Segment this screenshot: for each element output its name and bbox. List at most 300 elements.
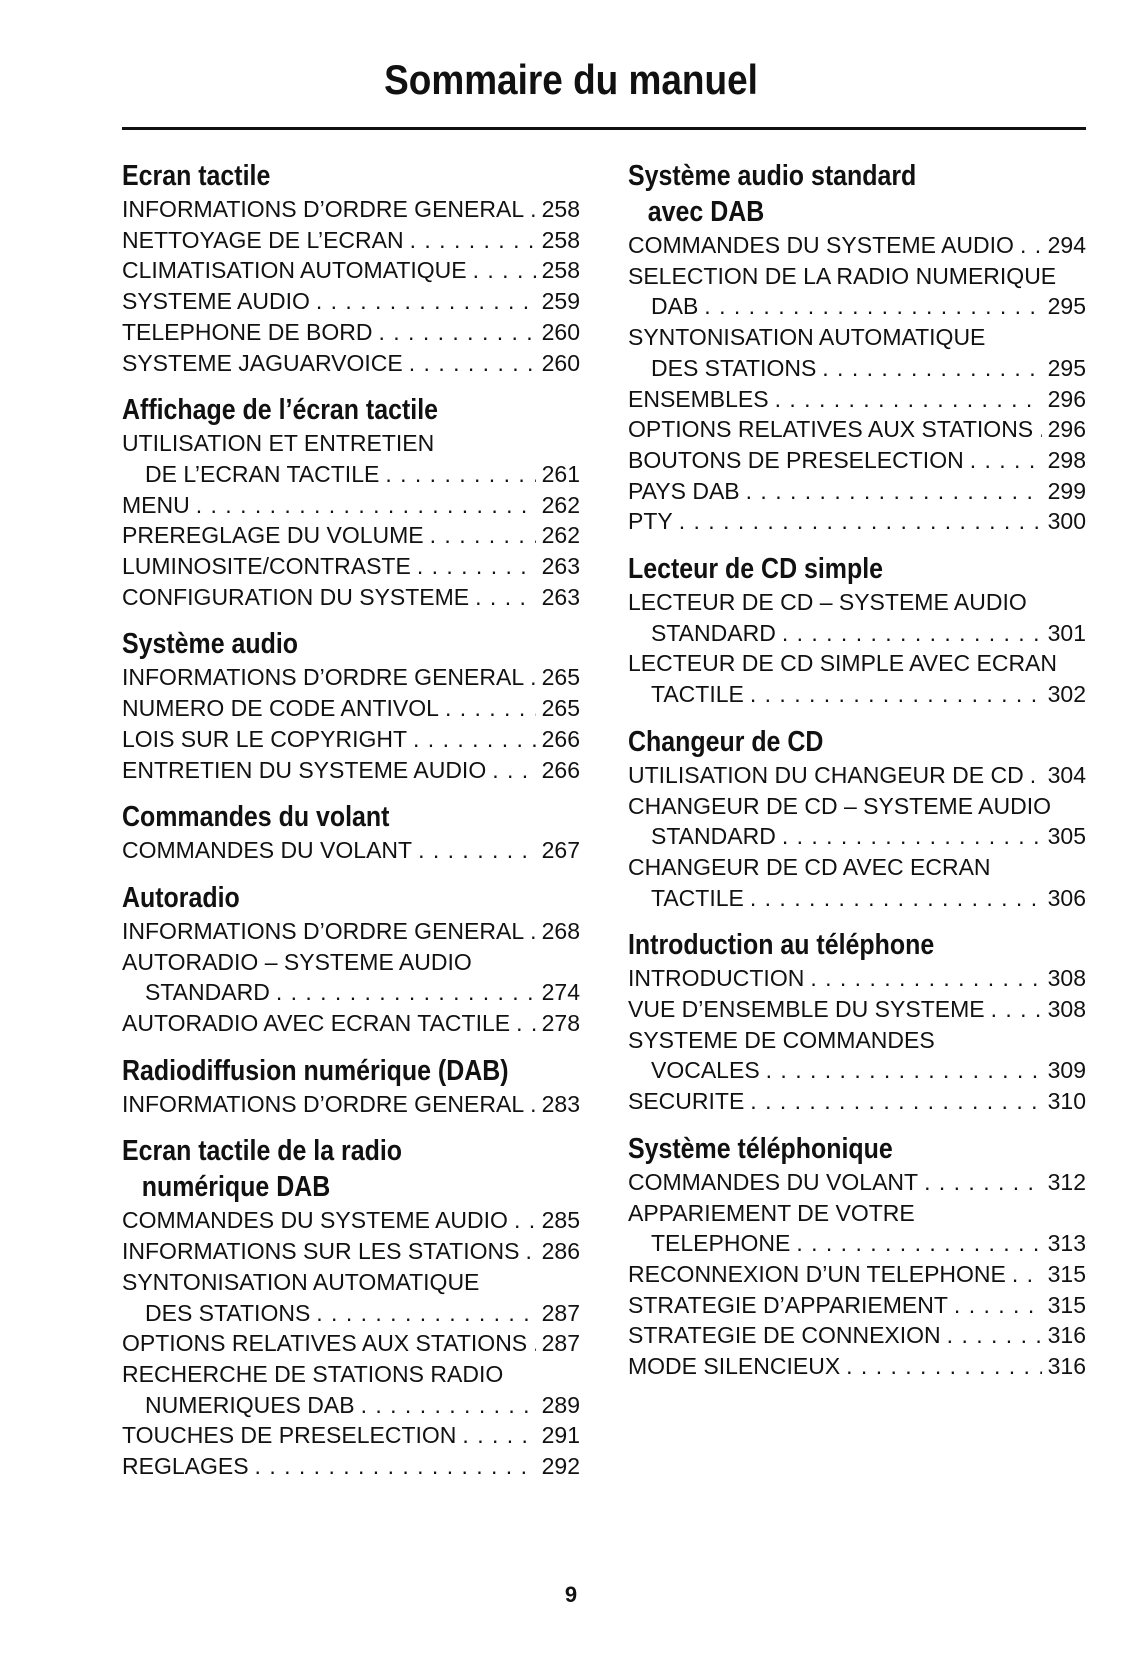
toc-page-number: 298: [1047, 446, 1086, 473]
section-heading-line: Ecran tactile: [122, 160, 271, 192]
toc-page-number: 316: [1047, 1353, 1086, 1380]
section-heading-line: Ecran tactile de la radio: [122, 1135, 402, 1168]
toc-page-number: 278: [541, 1010, 580, 1037]
toc-entry-label: DES STATIONS: [145, 1299, 311, 1326]
toc-entry[interactable]: [122, 348, 580, 379]
section-heading: [628, 927, 1085, 963]
toc-page-number: 295: [1047, 293, 1086, 320]
toc-entry[interactable]: [122, 1328, 580, 1359]
dot-leader: [379, 317, 536, 348]
title-rule: [122, 127, 1086, 130]
toc-entry[interactable]: [122, 1008, 580, 1039]
toc-page-number: 266: [541, 756, 580, 783]
toc-entry-line: [122, 582, 580, 613]
toc-entry-label: STANDARD: [651, 619, 776, 646]
toc-page-number: 301: [1047, 619, 1086, 646]
toc-column-right: [628, 158, 1086, 1396]
toc-page-number: 258: [541, 257, 580, 284]
toc-section: [628, 1131, 1086, 1382]
toc-entry[interactable]: [122, 947, 580, 1008]
toc-entry-label: COMMANDES DU SYSTEME AUDIO: [122, 1207, 508, 1234]
dot-leader: [445, 693, 536, 724]
toc-entry[interactable]: [628, 791, 1086, 852]
page-number: 9: [564, 1582, 578, 1607]
section-heading-line: numérique DAB: [141, 1171, 331, 1204]
dot-leader: [679, 506, 1042, 537]
toc-entry[interactable]: [122, 1451, 580, 1482]
toc-entry[interactable]: [628, 760, 1086, 791]
toc-entry-line: [122, 1236, 580, 1267]
toc-page-number: 302: [1047, 681, 1086, 708]
toc-entry-line: [628, 353, 1086, 384]
toc-entry-label: SYNTONISATION AUTOMATIQUE: [122, 1268, 480, 1295]
toc-entry-label: OPTIONS RELATIVES AUX STATIONS: [628, 416, 1034, 443]
toc-entry-line: [122, 693, 580, 724]
dot-leader: [782, 618, 1042, 649]
toc-page-number: 265: [541, 695, 580, 722]
toc-entry-line: [122, 255, 580, 286]
section-heading-line: Système téléphonique: [628, 1132, 893, 1165]
toc-entry-line: [628, 506, 1086, 537]
toc-page-number: 285: [541, 1207, 580, 1234]
toc-entry[interactable]: [122, 1267, 580, 1328]
toc-entry-line: [628, 1351, 1086, 1382]
toc-entry[interactable]: [122, 1089, 580, 1120]
dot-leader: [475, 582, 535, 613]
toc-entry-line: [628, 1086, 1086, 1117]
toc-entry[interactable]: [122, 916, 580, 947]
section-heading-line: Commandes du volant: [122, 801, 390, 834]
dot-leader: [516, 1008, 536, 1039]
toc-entry[interactable]: [122, 1205, 580, 1236]
section-heading-line: Introduction au téléphone: [628, 929, 935, 962]
dot-leader: [1020, 230, 1042, 261]
section-heading: [122, 158, 579, 194]
toc-page-number: 296: [1047, 416, 1086, 443]
toc-entry-label: INFORMATIONS D’ORDRE GENERAL: [122, 664, 525, 691]
toc-page-number: 315: [1047, 1291, 1086, 1318]
toc-entry-line: [122, 428, 580, 459]
toc-entry[interactable]: [628, 1086, 1086, 1117]
toc-entry-line: [122, 1267, 580, 1298]
section-heading: [628, 724, 1085, 760]
toc-entry-label: RECHERCHE DE STATIONS RADIO: [122, 1360, 504, 1387]
toc-entry-label: INTRODUCTION: [628, 965, 805, 992]
section-heading-line: Système audio standard: [628, 160, 917, 192]
dot-leader: [430, 520, 536, 551]
dot-leader: [1030, 760, 1042, 791]
toc-page-number: 265: [541, 664, 580, 691]
toc-entry-line: [628, 963, 1086, 994]
toc-entry[interactable]: [628, 1290, 1086, 1321]
toc-entry[interactable]: [628, 1025, 1086, 1086]
toc-entry-label: VOCALES: [651, 1057, 760, 1084]
toc-page-number: 306: [1047, 884, 1086, 911]
toc-entry-label: ENTRETIEN DU SYSTEME AUDIO: [122, 756, 487, 783]
toc-page-number: 291: [541, 1422, 580, 1449]
toc-page-number: 274: [541, 979, 580, 1006]
toc-page-number: 289: [541, 1391, 580, 1418]
toc-page-number: 283: [541, 1090, 580, 1117]
toc-entry[interactable]: [628, 476, 1086, 507]
toc-page-number: 305: [1047, 823, 1086, 850]
toc-entry-label: TACTILE: [651, 884, 744, 911]
dot-leader: [704, 291, 1041, 322]
toc-entry-label: NETTOYAGE DE L’ECRAN: [122, 226, 404, 253]
toc-entry-label: LOIS SUR LE COPYRIGHT: [122, 725, 408, 752]
toc-page-number: 258: [541, 196, 580, 222]
toc-entry-label: COMMANDES DU VOLANT: [628, 1168, 919, 1195]
toc-entry-line: [628, 445, 1086, 476]
toc-page-number: 266: [541, 725, 580, 752]
toc-page-number: 310: [1047, 1088, 1086, 1115]
toc-entry-line: [628, 1259, 1086, 1290]
section-heading-line: Affichage de l’écran tactile: [122, 394, 439, 427]
toc-page-number: 258: [541, 226, 580, 253]
toc-page-number: 261: [541, 460, 580, 487]
toc-entry[interactable]: [122, 225, 580, 256]
toc-section: [628, 927, 1086, 1117]
toc-section: [122, 880, 580, 1039]
toc-entry-label: STRATEGIE DE CONNEXION: [628, 1322, 941, 1349]
toc-page-number: 294: [1047, 232, 1086, 258]
dot-leader: [530, 916, 536, 947]
toc-entry-line: [628, 291, 1086, 322]
toc-entry-line: [628, 1320, 1086, 1351]
toc-entry-line: [628, 852, 1086, 883]
toc-entry-line: [628, 1025, 1086, 1056]
toc-entry-line: [628, 1198, 1086, 1229]
dot-leader: [924, 1167, 1042, 1198]
toc-entry-line: [628, 1055, 1086, 1086]
toc-entry[interactable]: [122, 286, 580, 317]
dot-leader: [525, 1236, 535, 1267]
toc-entry-line: [628, 821, 1086, 852]
toc-entry-label: PREREGLAGE DU VOLUME: [122, 522, 424, 549]
dot-leader: [530, 1089, 536, 1120]
toc-entry-line: [628, 587, 1086, 618]
dot-leader: [361, 1390, 536, 1421]
toc-entry[interactable]: [122, 317, 580, 348]
toc-entry[interactable]: [122, 490, 580, 521]
toc-page-number: 299: [1047, 477, 1086, 504]
toc-entry-label: INFORMATIONS D’ORDRE GENERAL: [122, 196, 525, 222]
dot-leader: [196, 490, 536, 521]
toc-page-number: 300: [1047, 508, 1086, 535]
toc-entry-label: COMMANDES DU VOLANT: [122, 837, 413, 864]
toc-entry-line: [122, 520, 580, 551]
toc-entry-line: [628, 618, 1086, 649]
toc-entry-label: SYSTEME DE COMMANDES: [628, 1026, 935, 1053]
toc-entry-label: INFORMATIONS D’ORDRE GENERAL: [122, 1090, 525, 1117]
toc-entry-line: [628, 230, 1086, 261]
toc-entry-line: [122, 348, 580, 379]
toc-entry-line: [122, 1205, 580, 1236]
dot-leader: [1012, 1259, 1042, 1290]
dot-leader: [796, 1228, 1041, 1259]
toc-entry-label: MENU: [122, 491, 190, 518]
section-heading: [122, 392, 579, 428]
dot-leader: [409, 348, 536, 379]
section-heading: [122, 1133, 579, 1205]
dot-leader: [1039, 414, 1041, 445]
dot-leader: [530, 662, 536, 693]
toc-entry[interactable]: [628, 963, 1086, 994]
toc-entry-line: [122, 724, 580, 755]
toc-page-number: 308: [1047, 996, 1086, 1023]
toc-entry-label: RECONNEXION D’UN TELEPHONE: [628, 1260, 1006, 1287]
dot-leader: [316, 1298, 535, 1329]
toc-entry-label: SYSTEME JAGUARVOICE: [122, 349, 403, 376]
toc-section: [628, 551, 1086, 710]
dot-leader: [810, 963, 1041, 994]
toc-entry-label: LECTEUR DE CD – SYSTEME AUDIO: [628, 589, 1027, 616]
toc-entry[interactable]: [122, 255, 580, 286]
toc-entry-label: PAYS DAB: [628, 477, 740, 504]
toc-page-number: 262: [541, 491, 580, 518]
toc-page-number: 312: [1047, 1168, 1086, 1195]
toc-entry-label: INFORMATIONS D’ORDRE GENERAL: [122, 917, 525, 944]
toc-entry-label: AUTORADIO AVEC ECRAN TACTILE: [122, 1010, 511, 1037]
toc-entry-label: LECTEUR DE CD SIMPLE AVEC ECRAN: [628, 650, 1058, 677]
toc-page-number: 292: [541, 1453, 580, 1480]
toc-entry-line: [628, 414, 1086, 445]
dot-leader: [492, 755, 535, 786]
toc-entry[interactable]: [122, 693, 580, 724]
toc-page-number: 263: [541, 553, 580, 580]
toc-entry-line: [122, 225, 580, 256]
toc-entry[interactable]: [122, 1420, 580, 1451]
dot-leader: [413, 724, 536, 755]
toc-entry-line: [122, 916, 580, 947]
toc-entry[interactable]: [628, 587, 1086, 648]
toc-section: [122, 1053, 580, 1120]
toc-page-number: 313: [1047, 1230, 1086, 1257]
toc-entry-label: SELECTION DE LA RADIO NUMERIQUE: [628, 262, 1057, 289]
toc-entry-line: [628, 322, 1086, 353]
toc-entry[interactable]: [628, 994, 1086, 1025]
toc-entry-line: [628, 476, 1086, 507]
dot-leader: [782, 821, 1042, 852]
dot-leader: [514, 1205, 536, 1236]
toc-entry-label: SYNTONISATION AUTOMATIQUE: [628, 324, 986, 351]
toc-entry-label: DES STATIONS: [651, 354, 817, 381]
toc-entry-label: APPARIEMENT DE VOTRE: [628, 1199, 915, 1226]
toc-page-number: 259: [541, 288, 580, 315]
toc-page-number: 315: [1047, 1260, 1086, 1287]
section-heading: [122, 1053, 579, 1089]
toc-entry-line: [122, 662, 580, 693]
section-heading-line: Radiodiffusion numérique (DAB): [122, 1054, 509, 1087]
toc-entry-label: TACTILE: [651, 681, 744, 708]
toc-entry[interactable]: [628, 445, 1086, 476]
toc-page-number: 316: [1047, 1322, 1086, 1349]
toc-entry-line: [122, 1420, 580, 1451]
dot-leader: [276, 977, 536, 1008]
toc-entry-line: [122, 317, 580, 348]
dot-leader: [750, 883, 1042, 914]
toc-entry-line: [628, 1290, 1086, 1321]
toc-entry-line: [628, 261, 1086, 292]
toc-entry-line: [628, 791, 1086, 822]
dot-leader: [410, 225, 536, 256]
toc-entry[interactable]: [122, 582, 580, 613]
toc-entry-line: [628, 994, 1086, 1025]
toc-entry-label: OPTIONS RELATIVES AUX STATIONS: [122, 1330, 528, 1357]
toc-entry-label: STANDARD: [651, 823, 776, 850]
toc-entry-label: REGLAGES: [122, 1453, 249, 1480]
toc-entry-line: [122, 1328, 580, 1359]
dot-leader: [750, 679, 1042, 710]
toc-entry-label: PTY: [628, 508, 673, 535]
toc-section: [628, 724, 1086, 914]
toc-entry[interactable]: [628, 322, 1086, 383]
toc-entry-label: CHANGEUR DE CD AVEC ECRAN: [628, 853, 991, 880]
section-heading-line: Changeur de CD: [628, 725, 824, 758]
toc-entry-line: [628, 679, 1086, 710]
toc-entry[interactable]: [122, 194, 580, 225]
toc-entry[interactable]: [122, 1236, 580, 1267]
toc-entry-label: LUMINOSITE/CONTRASTE: [122, 553, 411, 580]
toc-page-number: 263: [541, 583, 580, 610]
dot-leader: [418, 835, 536, 866]
section-heading: [628, 1131, 1085, 1167]
toc-section: [628, 158, 1086, 537]
toc-page-number: 296: [1047, 385, 1086, 412]
toc-entry[interactable]: [628, 384, 1086, 415]
dot-leader: [991, 994, 1042, 1025]
toc-entry[interactable]: [122, 428, 580, 489]
dot-leader: [385, 459, 535, 490]
dot-leader: [750, 1086, 1041, 1117]
toc-entry-label: CHANGEUR DE CD – SYSTEME AUDIO: [628, 792, 1052, 819]
toc-entry[interactable]: [628, 230, 1086, 261]
dot-leader: [822, 353, 1041, 384]
toc-entry[interactable]: [122, 551, 580, 582]
toc-page-number: 262: [541, 522, 580, 549]
toc-page-number: 268: [541, 917, 580, 944]
dot-leader: [775, 384, 1042, 415]
dot-leader: [255, 1451, 536, 1482]
toc-section: [122, 799, 580, 866]
toc-section: [122, 392, 580, 612]
toc-entry-label: COMMANDES DU SYSTEME AUDIO: [628, 232, 1014, 258]
toc-column-left: [122, 158, 580, 1496]
toc-entry-line: [122, 947, 580, 978]
dot-leader: [766, 1055, 1042, 1086]
toc-entry-line: [122, 1390, 580, 1421]
toc-entry[interactable]: [628, 648, 1086, 709]
toc-page-number: 309: [1047, 1057, 1086, 1084]
toc-entry-line: [122, 490, 580, 521]
toc-entry-line: [122, 1298, 580, 1329]
toc-entry-line: [628, 760, 1086, 791]
toc-entry-line: [628, 648, 1086, 679]
toc-section: [122, 626, 580, 785]
toc-entry-line: [628, 883, 1086, 914]
toc-entry-line: [122, 977, 580, 1008]
toc-page-number: 267: [541, 837, 580, 864]
toc-entry[interactable]: [628, 1259, 1086, 1290]
toc-entry-line: [122, 1008, 580, 1039]
toc-entry[interactable]: [628, 261, 1086, 322]
toc-entry[interactable]: [122, 1359, 580, 1420]
toc-entry-line: [122, 459, 580, 490]
toc-page-number: 304: [1047, 761, 1086, 788]
toc-entry[interactable]: [628, 414, 1086, 445]
toc-entry[interactable]: [628, 1320, 1086, 1351]
toc-entry-label: INFORMATIONS SUR LES STATIONS: [122, 1238, 520, 1265]
dot-leader: [530, 194, 536, 225]
toc-entry-line: [122, 194, 580, 225]
section-heading: [122, 626, 579, 662]
dot-leader: [970, 445, 1042, 476]
toc-entry-label: VUE D’ENSEMBLE DU SYSTEME: [628, 996, 985, 1023]
toc-entry-line: [122, 1089, 580, 1120]
toc-entry-label: TOUCHES DE PRESELECTION: [122, 1422, 457, 1449]
toc-page-number: 260: [541, 318, 580, 345]
toc-entry[interactable]: [122, 835, 580, 866]
toc-entry-label: UTILISATION DU CHANGEUR DE CD: [628, 761, 1024, 788]
toc-entry-label: MODE SILENCIEUX: [628, 1353, 841, 1380]
toc-entry-line: [122, 835, 580, 866]
dot-leader: [462, 1420, 535, 1451]
dot-leader: [746, 476, 1042, 507]
toc-entry-line: [122, 755, 580, 786]
toc-entry[interactable]: [122, 520, 580, 551]
toc-entry-label: TELEPHONE: [651, 1230, 791, 1257]
toc-entry-line: [122, 1359, 580, 1390]
toc-entry-label: NUMERO DE CODE ANTIVOL: [122, 695, 439, 722]
toc-entry[interactable]: [122, 755, 580, 786]
toc-entry[interactable]: [628, 1351, 1086, 1382]
dot-leader: [316, 286, 536, 317]
toc-section: [122, 158, 580, 378]
toc-page-number: 295: [1047, 354, 1086, 381]
toc-entry-line: [122, 1451, 580, 1482]
toc-page-number: 308: [1047, 965, 1086, 992]
dot-leader: [846, 1351, 1041, 1382]
toc-entry[interactable]: [628, 1167, 1086, 1198]
toc-entry-label: DAB: [651, 293, 699, 320]
section-heading: [122, 880, 579, 916]
toc-entry-label: UTILISATION ET ENTRETIEN: [122, 430, 435, 457]
toc-entry-label: STRATEGIE D’APPARIEMENT: [628, 1291, 948, 1318]
section-heading-line: Système audio: [122, 628, 299, 661]
toc-entry[interactable]: [122, 662, 580, 693]
toc-entry-label: CLIMATISATION AUTOMATIQUE: [122, 257, 467, 284]
toc-entry[interactable]: [628, 852, 1086, 913]
toc-entry[interactable]: [628, 506, 1086, 537]
toc-entry-label: AUTORADIO – SYSTEME AUDIO: [122, 948, 472, 975]
toc-entry[interactable]: [628, 1198, 1086, 1259]
toc-entry-label: TELEPHONE DE BORD: [122, 318, 373, 345]
toc-entry-line: [628, 384, 1086, 415]
dot-leader: [954, 1290, 1042, 1321]
toc-entry-line: [122, 551, 580, 582]
toc-entry-line: [628, 1167, 1086, 1198]
dot-leader: [947, 1320, 1042, 1351]
toc-entry[interactable]: [122, 724, 580, 755]
toc-page-number: 287: [541, 1330, 580, 1357]
section-heading-line: Lecteur de CD simple: [628, 553, 884, 586]
toc-entry-line: [628, 1228, 1086, 1259]
toc-entry-line: [122, 286, 580, 317]
page-title: Sommaire du manuel: [384, 56, 758, 103]
dot-leader: [533, 1328, 535, 1359]
toc-entry-label: STANDARD: [145, 979, 270, 1006]
toc-section: [122, 1133, 580, 1481]
